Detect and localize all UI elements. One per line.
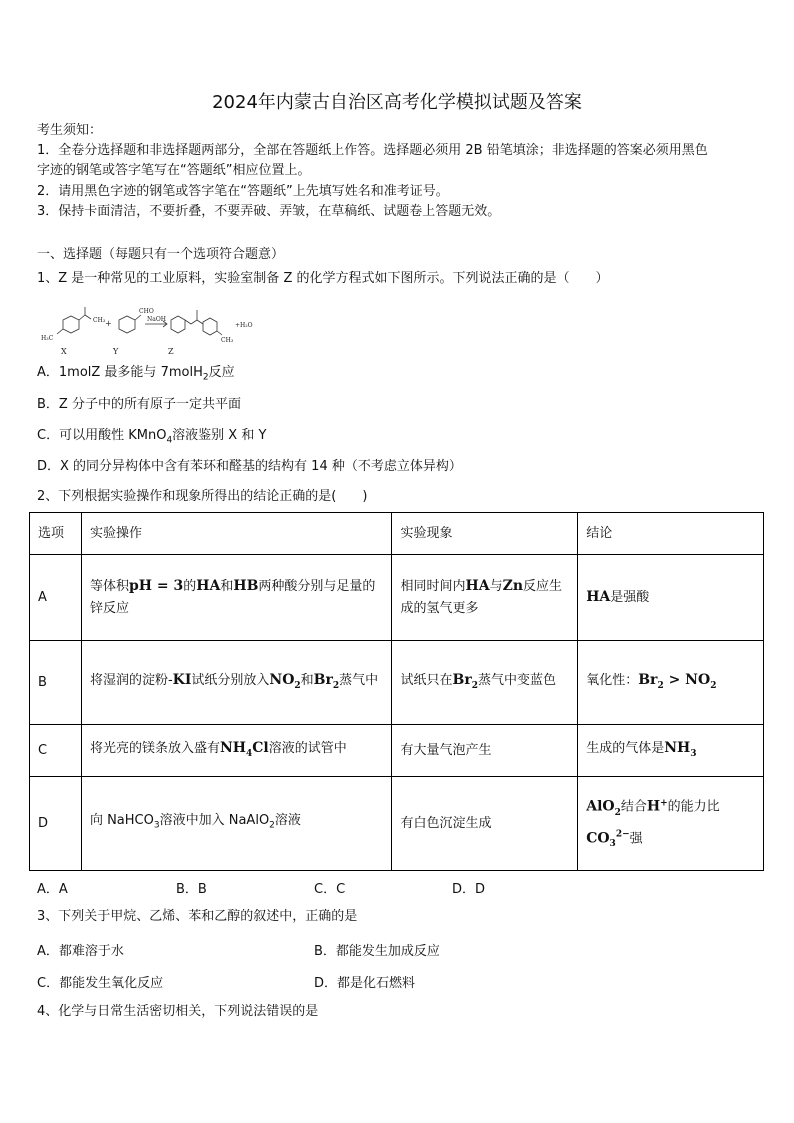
row-label: C: [30, 725, 82, 777]
row-label: D: [30, 777, 82, 871]
q1-option-b: B．Z 分子中的所有原子一定共平面: [37, 397, 241, 412]
label-x: X: [61, 347, 67, 356]
q3-option-b: B．都能发生加成反应: [314, 944, 440, 959]
q3-option-a: A．都难溶于水: [37, 944, 124, 959]
cho-label: CHO: [139, 308, 154, 315]
section-heading: 一、选择题（每题只有一个选项符合题意）: [37, 247, 285, 262]
reagent-label: NaOH: [147, 316, 166, 323]
notice-item-1a: 1．全卷分选择题和非选择题两部分，全部在答题纸上作答。选择题必须用 2B 铅笔填涂；非选择题的答案必须用黑色: [37, 143, 708, 158]
row-operation: 等体积pH = 3的HA和HB两种酸分别与足量的锌反应: [81, 555, 392, 641]
label-z: Z: [168, 347, 174, 356]
label-y: Y: [113, 347, 119, 356]
experiment-table: [29, 512, 764, 871]
q2-option-a: A．A: [37, 882, 68, 897]
header-conclusion: 结论: [578, 513, 764, 555]
q3-option-c: C．都能发生氧化反应: [37, 976, 164, 991]
reaction-scheme-drawing: [37, 298, 267, 358]
row-label: A: [30, 555, 82, 641]
q1-option-d: D．X 的同分异构体中含有苯环和醛基的结构有 14 种（不考虑立体异构）: [37, 459, 462, 474]
row-label: B: [30, 641, 82, 725]
row-phenomenon: 有白色沉淀生成: [392, 777, 578, 871]
benzene-ring-y: [119, 316, 135, 333]
row-phenomenon: 试纸只在$Br_2$蒸气中变蓝色: [392, 641, 578, 725]
benzene-ring-z1: [171, 316, 185, 333]
row-operation: 将光亮的镁条放入盛有$NH_4Cl$溶液的试管中: [81, 725, 392, 777]
q2-option-d: D．D: [452, 882, 486, 897]
notice-item-2: 2．请用黑色字迹的钢笔或答字笔在“答题纸”上先填写姓名和准考证号。: [37, 184, 449, 199]
reaction-scheme: [37, 298, 267, 358]
row-operation: 向 NaHCO$_3$溶液中加入 NaAlO$_2$溶液: [81, 777, 392, 871]
byproduct-label: +H₂O: [235, 322, 253, 329]
page-title: 2024年内蒙古自治区高考化学模拟试题及答案: [212, 92, 582, 113]
benzene-ring-z2: [203, 318, 217, 335]
row-conclusion: HA是强酸: [578, 555, 764, 641]
ch3-label-x: H₃C: [41, 335, 54, 342]
q2-stem: 2、下列根据实验操作和现象所得出的结论正确的是( ): [37, 489, 368, 504]
q1-stem: 1、Z 是一种常见的工业原料，实验室制备 Z 的化学方程式如下图所示。下列说法正确的是（ ）: [37, 271, 609, 286]
notice-heading: 考生须知：: [37, 123, 103, 138]
row-phenomenon: 有大量气泡产生: [392, 725, 578, 777]
q2-option-c: C．C: [314, 882, 346, 897]
table-row: [30, 725, 764, 777]
row-operation: 将湿润的淀粉-KI试纸分别放入$NO_2$和$Br_2$蒸气中: [81, 641, 392, 725]
q1-option-c: C．可以用酸性 KMnO$_4$溶液鉴别 X 和 Y: [37, 428, 267, 446]
row-phenomenon: 相同时间内HA与Zn反应生成的氢气更多: [392, 555, 578, 641]
ch3-label-z: CH₃: [221, 337, 234, 344]
q3-option-d: D．都是化石燃料: [314, 976, 416, 991]
notice-item-1b: 字迹的钢笔或答字笔写在“答题纸”相应位置上。: [37, 163, 311, 178]
notice-item-3: 3．保持卡面清洁，不要折叠，不要弄破、弄皱，在草稿纸、试题卷上答题无效。: [37, 204, 501, 219]
benzene-ring-x: [63, 316, 79, 333]
table-row: [30, 555, 764, 641]
header-operation: 实验操作: [81, 513, 392, 555]
table-row: [30, 641, 764, 725]
q3-stem: 3、下列关于甲烷、乙烯、苯和乙醇的叙述中，正确的是: [37, 909, 358, 924]
q4-stem: 4、化学与日常生活密切相关，下列说法错误的是: [37, 1004, 319, 1019]
plus-sign: +: [105, 319, 112, 328]
header-option: 选项: [30, 513, 82, 555]
row-conclusion: 氧化性：$Br_2 > NO_2$: [578, 641, 764, 725]
q1-option-a: A．1molZ 最多能与 7molH$_2$反应: [37, 365, 235, 383]
q2-option-b: B．B: [176, 882, 207, 897]
table-header-row: [30, 513, 764, 555]
header-phenomenon: 实验现象: [392, 513, 578, 555]
row-conclusion: 生成的气体是$NH_3$: [578, 725, 764, 777]
ch3-label-x2: CH₃: [93, 317, 106, 324]
table-row: [30, 777, 764, 871]
row-conclusion: AlO$_2$结合H+的能力比 $CO_3^{2-}$强: [578, 777, 764, 871]
